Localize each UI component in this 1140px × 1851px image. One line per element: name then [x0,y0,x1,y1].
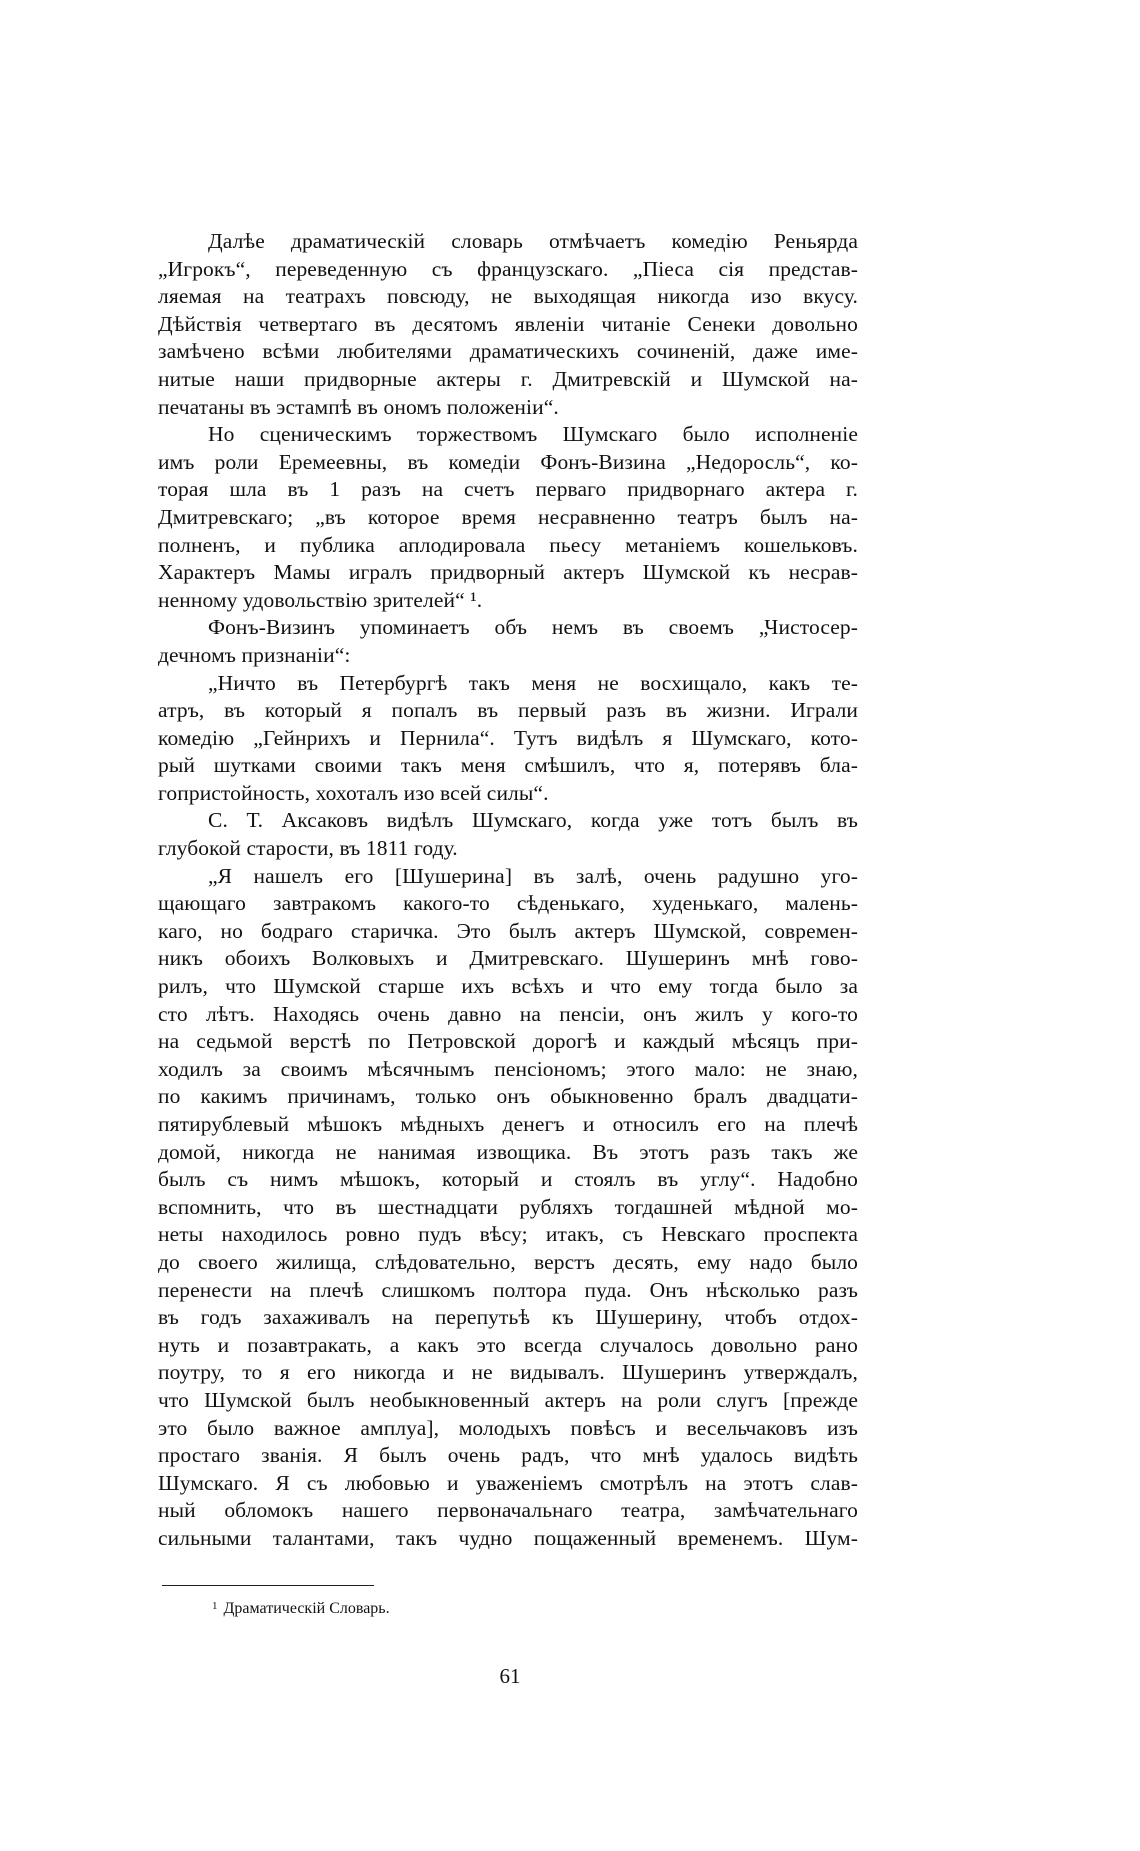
text-line: это было важное амплуа], молодыхъ повѣсъ и весельчаковъ изъ [158,1415,858,1440]
text-line: Шумскаго. Я съ любовью и уваженіемъ смотрѣлъ на этотъ слав- [158,1470,858,1495]
text-line: атръ, въ который я попалъ въ первый разъ въ жизни. Играли [158,698,858,723]
text-line: „Ничто въ Петербургѣ такъ меня не восхищало, какъ те- [208,670,858,695]
text-line: рилъ, что Шумской старше ихъ всѣхъ и что ему тогда было за [158,974,858,999]
text-line: щающаго завтракомъ какого-то сѣденькаго, худенькаго, малень- [158,891,858,916]
text-line: гопристойность, хохоталъ изо всей силы“. [158,780,549,805]
text-line: Характеръ Мамы игралъ придворный актеръ Шумской къ несрав- [158,560,858,585]
text-line: поутру, то я его никогда и не видывалъ. Шушеринъ утверждалъ, [158,1360,858,1385]
text-line: Дмитревскаго; „въ которое время несравненно театръ былъ на- [158,504,858,529]
text-line: простаго званія. Я былъ очень радъ, что мнѣ удалось видѣть [158,1443,858,1468]
text-line: перенести на плечѣ слишкомъ полтора пуда. Онъ нѣсколько разъ [158,1277,858,1302]
text-line: рый шутками своими такъ меня смѣшилъ, что я, потерявъ бла- [158,753,858,778]
text-line: нуть и позавтракать, а какъ это всегда случалось довольно рано [158,1332,858,1357]
text-line: вспомнить, что въ шестнадцати рубляхъ тогдашней мѣдной мо- [158,1194,858,1219]
text-line: полненъ, и публика аплодировала пьесу метаніемъ кошельковъ. [158,532,858,557]
text-line: Далѣе драматическій словарь отмѣчаетъ комедію Реньярда [208,229,858,253]
text-line: ненному удовольствію зрителей“ ¹. [158,587,483,612]
text-line: глубокой старости, въ 1811 году. [158,836,458,861]
text-line: ляемая на театрахъ повсюду, не выходящая никогда изо вкусу. [158,284,858,309]
text-line: никъ обоихъ Волковыхъ и Дмитревскаго. Шушеринъ мнѣ гово- [158,946,858,971]
text-line: въ годъ захаживалъ на перепутьѣ къ Шушерину, чтобъ отдох- [158,1305,858,1330]
text-line: на седьмой верстѣ по Петровской дорогѣ и каждый мѣсяцъ при- [158,1029,858,1054]
text-line: по какимъ причинамъ, только онъ обыкновенно бралъ двадцати- [158,1084,858,1109]
footnote [212,1600,390,1618]
text-line: „Игрокъ“, переведенную съ французскаго. „Піеса сія представ- [158,256,858,281]
body-text [158,228,858,1553]
text-line: до своего жилища, слѣдовательно, верстъ десять, ему надо было [158,1249,858,1274]
text-line: Фонъ-Визинъ упоминаетъ объ немъ въ своемъ „Чистосер- [208,615,858,640]
text-line: что Шумской былъ необыкновенный актеръ на роли слугъ [прежде [158,1387,858,1412]
text-line: дечномъ признаніи“: [158,642,351,667]
text-line: каго, но бодраго старичка. Это былъ актеръ Шумской, современ- [158,918,858,943]
text-line: имъ роли Еремеевны, въ комедіи Фонъ-Визина „Недоросль“, ко- [158,449,858,474]
text-line: „Я нашелъ его [Шушерина] въ залѣ, очень радушно уго- [208,863,858,888]
text-line: Дѣйствія четвертаго въ десятомъ явленіи читаніе Сенеки довольно [158,311,858,336]
text-line: домой, никогда не нанимая извощика. Въ этотъ разъ такъ же [158,1139,858,1164]
footnote-divider [162,1585,374,1586]
text-line: сто лѣтъ. Находясь очень давно на пенсіи, онъ жилъ у кого-то [158,1001,858,1026]
text-line: торая шла въ 1 разъ на счетъ перваго придворнаго актера г. [158,477,858,502]
text-line: С. Т. Аксаковъ видѣлъ Шумскаго, когда уже тотъ былъ въ [208,808,858,833]
text-line: нитые наши придворные актеры г. Дмитревскій и Шумской на- [158,366,858,391]
text-line: пятирублевый мѣшокъ мѣдныхъ денегъ и относилъ его на плечѣ [158,1112,858,1136]
text-line: комедію „Гейнрихъ и Пернила“. Тутъ видѣлъ я Шумскаго, кото- [158,725,858,750]
text-line: ходилъ за своимъ мѣсячнымъ пенсіономъ; этого мало: не знаю, [158,1056,858,1081]
text-line: Но сценическимъ торжествомъ Шумскаго было исполненіе [208,422,858,447]
text-line: печатаны въ эстампѣ въ ономъ положеніи“. [158,394,559,419]
text-line: былъ съ нимъ мѣшокъ, который и стоялъ въ углу“. Надобно [158,1167,858,1192]
page-number: 61 [499,1664,521,1688]
footnote-text: Драматическій Словарь. [223,1600,390,1617]
text-line: сильными талантами, такъ чудно пощаженный временемъ. Шум- [158,1525,858,1550]
text-line: замѣчено всѣми любителями драматическихъ сочиненій, даже име- [158,339,858,364]
text-line: неты находилось ровно пудъ вѣсу; итакъ, съ Невскаго проспекта [158,1222,858,1247]
footnote-marker: 1 [212,1600,218,1612]
text-line: ный обломокъ нашего первоначальнаго театра, замѣчательнаго [158,1498,858,1523]
